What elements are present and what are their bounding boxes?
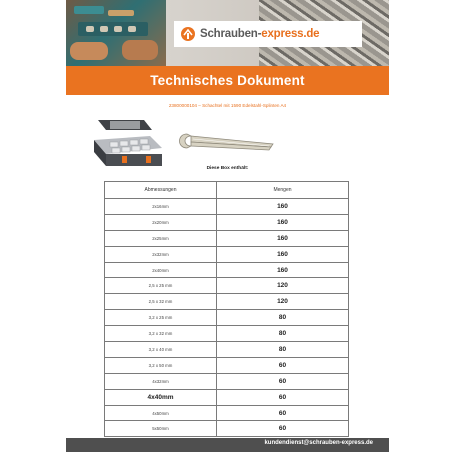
- dimension-cell: 4x32mm: [105, 373, 217, 389]
- cotter-pin-image: [173, 124, 283, 156]
- column-header-quantities: Mengen: [217, 182, 349, 199]
- dimension-cell: 2x20mm: [105, 214, 217, 230]
- table-row: [105, 326, 349, 342]
- toolbox-photo: [66, 0, 166, 66]
- screw-logo-icon: [180, 26, 196, 42]
- dimension-cell: 4x50mm: [105, 405, 217, 421]
- quantity-cell: 60: [217, 421, 349, 437]
- table-row: [105, 389, 349, 405]
- quantity-cell: 120: [217, 294, 349, 310]
- quantity-cell: 80: [217, 310, 349, 326]
- support-email-link[interactable]: kundendienst@schrauben-express.de: [264, 440, 373, 446]
- table-row: [105, 262, 349, 278]
- dimension-cell: 3,2 x 40 mm: [105, 342, 217, 358]
- document-subtitle: 23800000104 – Schachtel mit 1590 Edelstahl-Splinten A4: [168, 103, 287, 108]
- table-row: [105, 230, 349, 246]
- quantity-cell: 160: [217, 246, 349, 262]
- dimension-cell: 2,5 x 32 mm: [105, 294, 217, 310]
- quantity-cell: 60: [217, 357, 349, 373]
- quantity-cell: 60: [217, 373, 349, 389]
- table-row: [105, 278, 349, 294]
- quantity-cell: 160: [217, 262, 349, 278]
- table-row: [105, 342, 349, 358]
- dimension-cell: 3,2 x 25 mm: [105, 310, 217, 326]
- footer-bar: [66, 438, 389, 452]
- table-row: [105, 214, 349, 230]
- dimension-cell: 5x50mm: [105, 421, 217, 437]
- quantity-cell: 60: [217, 405, 349, 421]
- table-row: [105, 310, 349, 326]
- brand-name: Schrauben-express.de: [200, 28, 320, 40]
- quantity-cell: 160: [217, 199, 349, 215]
- page-title: Technisches Dokument: [66, 66, 389, 95]
- table-header-row: [105, 182, 349, 199]
- table-row: [105, 246, 349, 262]
- header-hero-image: [66, 0, 389, 66]
- dimension-cell: 2x25mm: [105, 230, 217, 246]
- quantity-cell: 160: [217, 230, 349, 246]
- dimension-cell: 2x40mm: [105, 262, 217, 278]
- table-row: [105, 294, 349, 310]
- table-row: [105, 357, 349, 373]
- dimension-cell: 2x32mm: [105, 246, 217, 262]
- quantity-cell: 80: [217, 326, 349, 342]
- quantity-cell: 60: [217, 389, 349, 405]
- dimension-cell: 2x16mm: [105, 199, 217, 215]
- dimensions-table: [104, 181, 349, 437]
- table-row: [105, 405, 349, 421]
- quantity-cell: 160: [217, 214, 349, 230]
- quantity-cell: 80: [217, 342, 349, 358]
- table-row: [105, 373, 349, 389]
- dimension-cell: 3,2 x 50 mm: [105, 357, 217, 373]
- brand-logo[interactable]: [174, 21, 362, 47]
- column-header-dimensions: Abmessungen: [105, 182, 217, 199]
- table-row: [105, 199, 349, 215]
- quantity-cell: 120: [217, 278, 349, 294]
- table-row: [105, 421, 349, 437]
- dimension-cell: 3,2 x 32 mm: [105, 326, 217, 342]
- dimension-cell: 4x40mm: [105, 389, 217, 405]
- dimension-cell: 2,5 x 25 mm: [105, 278, 217, 294]
- box-contents-label: Diese Box enthält:: [206, 166, 249, 171]
